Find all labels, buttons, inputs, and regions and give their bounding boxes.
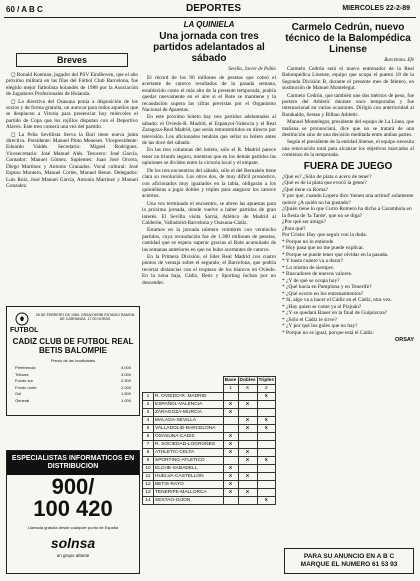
quiniela-row [143, 465, 276, 473]
article-paragraph: Una vez terminado el encuentro, se abren las apuestas para la próxima jornada, donde vuelve a haber partidos de gran interés. El Sevilla visita Sarriá, Atlético de Madrid al Calderón, Valladolid-Barcelona y Osasuna-Cádiz. [142, 200, 276, 226]
match-number: 9 [143, 457, 154, 465]
article-paragraph: Estamos en la jornada número veintitrés con ventiocho partidos, cuya recaudación fue de 1.300 millones de pesetas, cantidad que se espera superar gracias al Bote acumulado de las semanas anteriores en que no hubo acertantes de catorce. [142, 227, 276, 253]
quiniela-mark [238, 481, 257, 489]
quiniela-mark [238, 465, 257, 473]
quiniela-table [142, 376, 276, 576]
right-column [282, 22, 414, 542]
quiniela-grid [142, 376, 276, 505]
futbol-ad-line2: Precio de las localidades [50, 358, 96, 363]
brief-paragraph: ◻ La Peña Sevillista Serva la Bari tiene nueva junta directiva. Presidente: Manuel Pinto Meneses. Vicepresidente: Eduardo Valdés. Secretario: Miguel Rodríguez. Vicesecretario: José Manuel Alés. Tesorero: José García. Contador: Manuel Gómez. Suplentes: Juan José Orcera, Diego Martínez y Antonio Granados. Vocal cultural: José Espino Montero, Manuel Cortés, Manuel Benot. Delegados: Luis Ruiz, José Manuel García, Antonio Martínez y Manuel Gonzalez. [6, 131, 138, 189]
header-spacer [143, 385, 224, 393]
price-label: Fondo norte [15, 384, 37, 390]
fuera-item: * Porque no es igual, porque está el Cádiz. [282, 329, 374, 336]
fuera-item: ¿Para qué? [282, 225, 306, 232]
match-name: TENERIFE-MALLORCA [154, 489, 224, 497]
quiniela-mark: X [223, 489, 238, 497]
match-number: 3 [143, 409, 154, 417]
match-number: 13 [143, 489, 154, 497]
brief-paragraph: ◻ La directiva del Osasuna ponía a disposición de los socios y de forma gratuita, un autocar para todos aquellos que se desplacen a Vitoria para presenciar hoy miércoles el partido de Copa que los rojillos disputan con el Deportivo Alavés. Este tren comerá una vez del partido. [6, 98, 138, 131]
brief-paragraph: ◻ Ronald Koeman, jugador del PSV Eindhoven, que el año próximo militará en las filas del Fútbol Club Barcelona, fue elegido mejor futbolista holandés de 1988 por la Asociación de Jugadores Profesionales de Holanda. [6, 72, 138, 98]
article-paragraph: En este próximo boleto hay tres partidos adelantados al sábado: el Oviedo-R. Madrid, el Espanyol-Valencia y el Real Zaragoza-Real Madrid, que serán retransmitidos en directo por televisión. Los aficionados tendrán que sellar su boleto antes de las doce del sábado. [142, 114, 276, 147]
fuera-item: * ¿Sólo el Cádiz le sirve? [282, 316, 337, 323]
solsa-note: Llamada gratuita desde cualquier punto de España [27, 525, 119, 530]
quiniela-mark [257, 401, 275, 409]
briefs-text [6, 72, 138, 190]
quiniela-mark: X [238, 457, 257, 465]
middle-column [142, 20, 276, 372]
solsa-phone-bottom: 100 420 [33, 496, 113, 521]
article-byline: Sevilla, Javier de Pablo [228, 67, 276, 72]
quiniela-row [143, 497, 276, 505]
quiniela-mark: X [238, 473, 257, 481]
article-kicker: LA QUINIELA [183, 20, 235, 29]
futbol-logo-word: FUTBOL [10, 327, 39, 334]
match-number: 1 [143, 393, 154, 401]
quiniela-mark: X [238, 425, 257, 433]
fuera-item: * Porque no lo entiende [282, 238, 334, 245]
quiniela-mark: X [223, 465, 238, 473]
right-paragraph: Carmelo Cedrún, que también une dos méritos de peso, fue portero del Athletic durante once temporadas y fue internacional en varias ocasiones. Dirigió con anterioridad al Barakaldo, Sestao y Bilbao Athletic. [282, 92, 414, 118]
quiniela-mark: X [223, 473, 238, 481]
match-name: OSASUNA-CADIZ [154, 433, 224, 441]
fuera-item: ¿Quién tiene lo que Curro Romero ha dicho a Carambola en la fiesta de 'la Tarde', que no se diga? [282, 206, 412, 219]
fuera-item: Por Cristo: Hay que seguir con la duda. [282, 232, 368, 239]
quiniela-mark [238, 497, 257, 505]
briefs-title: Breves [16, 53, 128, 67]
page-number: 60 / A B C [6, 5, 43, 14]
quiniela-mark [257, 465, 275, 473]
match-number: 12 [143, 481, 154, 489]
quiniela-mark: X [257, 425, 275, 433]
quiniela-row [143, 473, 276, 481]
price-label: Fondo sur [15, 378, 34, 384]
fuera-item: * Y hasta cuánto va a durar? [282, 258, 343, 265]
match-name: ATHLETIC-CELTA [154, 449, 224, 457]
match-number: 8 [143, 449, 154, 457]
match-number: 11 [143, 473, 154, 481]
price-value: 3.000 [120, 371, 131, 377]
quiniela-mark: X [223, 481, 238, 489]
quiniela-mark [223, 497, 238, 505]
quiniela-row [143, 441, 276, 449]
article-body [142, 75, 276, 286]
quiniela-sub-header: 2 [257, 385, 275, 393]
match-name: R. SOCIEDAD-LOGROÑES [154, 441, 224, 449]
quiniela-mark: X [257, 393, 275, 401]
quiniela-sub-header: 1 [223, 385, 238, 393]
fuera-item: * Sí, algo va a hacer el Cádiz en el Cádiz, otra vez. [282, 297, 392, 304]
article-paragraph: El récord de los 90 millones de pesetas que cobró el acertante de catorce resultados de la pasada semana, establecido como el más alto de la presente temporada, podría quedar nuevamente en el aire si el Bote se mantiene y la recaudación supera las cifras previstas por el Organismo Nacional de Apuestas. [142, 75, 276, 114]
match-name: ESPAÑOL-VALENCIA [154, 401, 224, 409]
right-headline: Carmelo Cedrún, nuevo técnico de la Balompédica Linense [285, 22, 411, 55]
article-headline: Una jornada con tres partidos adelantados al sábado [153, 31, 265, 64]
quiniela-mark [257, 441, 275, 449]
fuera-item: Y por qué, cuando Lopera dice 'tienen una actitud' solamente quince ¿A quién no ha gustado? [282, 193, 414, 206]
fuera-title-text: FUERA DE JUEGO [303, 160, 393, 172]
quiniela-mark: X [223, 401, 238, 409]
fuera-item: * Buscadores de nuevos valores. [282, 271, 353, 278]
fuera-item: ¿Qué es? ¿Sólo de plata o acero de tener? [282, 173, 372, 180]
quiniela-mark [238, 409, 257, 417]
solsa-ad [6, 450, 140, 574]
fuera-item: * ¿Qué hacía en Pamplona y en Tenerife? [282, 284, 372, 291]
price-value: 4.000 [120, 365, 131, 370]
solsa-brand: solnsa [50, 535, 96, 551]
quiniela-mark [238, 441, 257, 449]
right-paragraph: Según el presidente de la entidad linense, el equipo necesita una renovación total para alcanzar los objetivos marcados al comienzo de la temporada. [282, 139, 414, 159]
futbol-ad-title: CADIZ CLUB DE FUTBOL REAL BETIS BALOMPIE [12, 337, 134, 355]
quiniela-mark [257, 473, 275, 481]
price-label: Gol [15, 391, 22, 397]
quiniela-mark [223, 425, 238, 433]
right-paragraph: Carmelo Cedrún será el nuevo entrenador de la Real Balompédica Linense, equipo que ocupa el puesto 18 de la Segunda División B, durante el presente mes de febrero, en sustitución de Manuel Montelegut. [282, 66, 414, 92]
quiniela-mark: X [223, 409, 238, 417]
price-row [15, 365, 131, 372]
page-header [0, 0, 420, 18]
match-name: R. OVIEDO-R. MADRID [154, 393, 224, 401]
fuera-item: * ¿Y de qué se ocupa hoy? [282, 277, 340, 284]
quiniela-mark [223, 457, 238, 465]
quiniela-row [143, 393, 276, 401]
match-name: VALLADOLID-BARCELONA [154, 425, 224, 433]
fuera-item: * ¿Y por qué los goles que no hay? [282, 323, 358, 330]
match-name: ELCHE-SABADELL [154, 465, 224, 473]
quiniela-mark [257, 481, 275, 489]
quiniela-row [143, 401, 276, 409]
quiniela-mark [223, 393, 238, 401]
fuera-item: * ¿Y se quedará Bauer en la final de Guipúzcoa? [282, 310, 388, 317]
match-number: 4 [143, 417, 154, 425]
match-number: 5 [143, 425, 154, 433]
solsa-sub: un grupo atlante [56, 553, 90, 558]
quiniela-mark: X [223, 433, 238, 441]
quiniela-mark [257, 489, 275, 497]
quiniela-row [143, 433, 276, 441]
price-row [15, 398, 131, 405]
quiniela-col-header: Dobles [239, 378, 256, 383]
price-value: 1.500 [120, 391, 131, 397]
section-title: DEPORTES [186, 3, 242, 14]
price-list [15, 365, 131, 405]
article-paragraph: En la Primera División, el líder Real Madrid con cuatro puntos de ventaja sobre el segundo, el Barcelona, que podría recortar distancias con el tropiezo de los blancos en Oviedo. En la zona baja, Cádiz, Betis y Sporting luchan por no descender. [142, 253, 276, 286]
quiniela-mark [257, 433, 275, 441]
match-number: 2 [143, 401, 154, 409]
abc-ad-line1: PARA SU ANUNCIO EN A B C [303, 553, 395, 560]
quiniela-row [143, 425, 276, 433]
quiniela-mark: X [257, 417, 275, 425]
fuera-items [282, 174, 414, 337]
match-name: HUELVA-CASTELLON [154, 473, 224, 481]
quiniela-sub-header: X [238, 385, 257, 393]
fuera-de-juego-title [282, 161, 414, 172]
header-rule [4, 17, 416, 18]
futbol-ad-line1: 26 DE FEBRERO DE 1989, GRAN DERBI ESTADIO RAMON DE CARRANZA, 17.00 HORAS [35, 313, 135, 322]
article-paragraph: En las tres columnas del boleto, sólo el R. Madrid parece tener un triunfo seguro, mientras que en los demás partidos las opiniones se dividen entre la victoria local y el empate. [142, 147, 276, 167]
quiniela-mark [257, 409, 275, 417]
price-row [15, 372, 131, 379]
quiniela-col-header: Base [224, 378, 237, 383]
futbol-ad [6, 306, 140, 416]
abc-ad-box [284, 548, 414, 574]
fuera-item: ¿Por qué ser amigo? [282, 219, 326, 226]
quiniela-row [143, 417, 276, 425]
price-row [15, 378, 131, 385]
quiniela-mark [223, 417, 238, 425]
price-row [15, 385, 131, 392]
quiniela-mark [238, 393, 257, 401]
column-signature: ORSAY [394, 337, 414, 344]
fuera-item: ¿Qué es de la plata que evocó la gente? [282, 180, 367, 187]
quiniela-row [143, 457, 276, 465]
price-row [15, 391, 131, 398]
price-label: General [15, 397, 30, 403]
right-paragraph: Manuel Montelegut, presidente del equipo de La Línea, que mañana se pronunciará, dice que no se tratará de una destitución sino de una decisión meditada entre ambas partes. [282, 119, 414, 139]
fuera-item: * Lo mismo de siempre. [282, 264, 335, 271]
quiniela-mark: X [238, 489, 257, 497]
quiniela-row [143, 481, 276, 489]
quiniela-mark: X [257, 497, 275, 505]
quiniela-mark: X [238, 449, 257, 457]
match-number: 14 [143, 497, 154, 505]
price-value: 2.500 [120, 378, 131, 384]
fuera-item: * ¿Hay quien se come ya al Pizjuán? [282, 303, 362, 310]
match-name: ZARAGOZA-MURCIA [154, 409, 224, 417]
price-value: 2.000 [120, 384, 131, 390]
right-body [282, 66, 414, 159]
match-number: 6 [143, 433, 154, 441]
fuera-item: * Hoy pasa que no me puede explicar. [282, 245, 365, 252]
quiniela-mark [257, 449, 275, 457]
match-name: SESTAO-GIJON [154, 497, 224, 505]
quiniela-col-header: Triples [258, 378, 274, 383]
solsa-ad-title: ESPECIALISTAS INFORMATICOS EN DISTRIBUCION [7, 451, 139, 475]
quiniela-mark [238, 433, 257, 441]
quiniela-mark: X [223, 449, 238, 457]
match-number: 7 [143, 441, 154, 449]
abc-ad-line2: MARQUE EL NUMERO 61 53 93 [300, 561, 398, 568]
header-spacer [143, 377, 224, 385]
article-paragraph: De los tres encuentros del sábado, sólo el del Bernabéu tiene clara su resolución. Los otros dos, de muy difícil pronóstico, con aficionados muy igualados en la tabla, obligarán a los quinielistas a jugar dobles y triples para asegurar los catorce aciertos. [142, 167, 276, 200]
fuera-item: * ¿Qué ocurre en los entrenamientos? [282, 290, 364, 297]
price-label: Preferencia [15, 365, 36, 370]
fuera-item: * Porque se puede tener que olvidar en la pasada. [282, 251, 389, 258]
price-label: Tribuna [15, 371, 29, 377]
match-name: SPORTING-ATLETICO [154, 457, 224, 465]
issue-date: MIERCOLES 22-2-89 [342, 5, 410, 12]
quiniela-row [143, 409, 276, 417]
quiniela-mark: X [238, 401, 257, 409]
quiniela-row [143, 449, 276, 457]
quiniela-mark: X [257, 457, 275, 465]
fuera-item: ¿Qué tiene ca Roma? [282, 186, 328, 193]
quiniela-mark: X [238, 417, 257, 425]
solsa-phone-top: 900/ [51, 474, 95, 499]
price-value: 1.000 [120, 397, 131, 403]
match-name: MALAGA-SEVILLA [154, 417, 224, 425]
match-name: BETIS-RAYO [154, 481, 224, 489]
right-dateline: Barcelona. Efe [384, 58, 414, 63]
match-number: 10 [143, 465, 154, 473]
quiniela-mark: X [223, 441, 238, 449]
quiniela-row [143, 489, 276, 497]
